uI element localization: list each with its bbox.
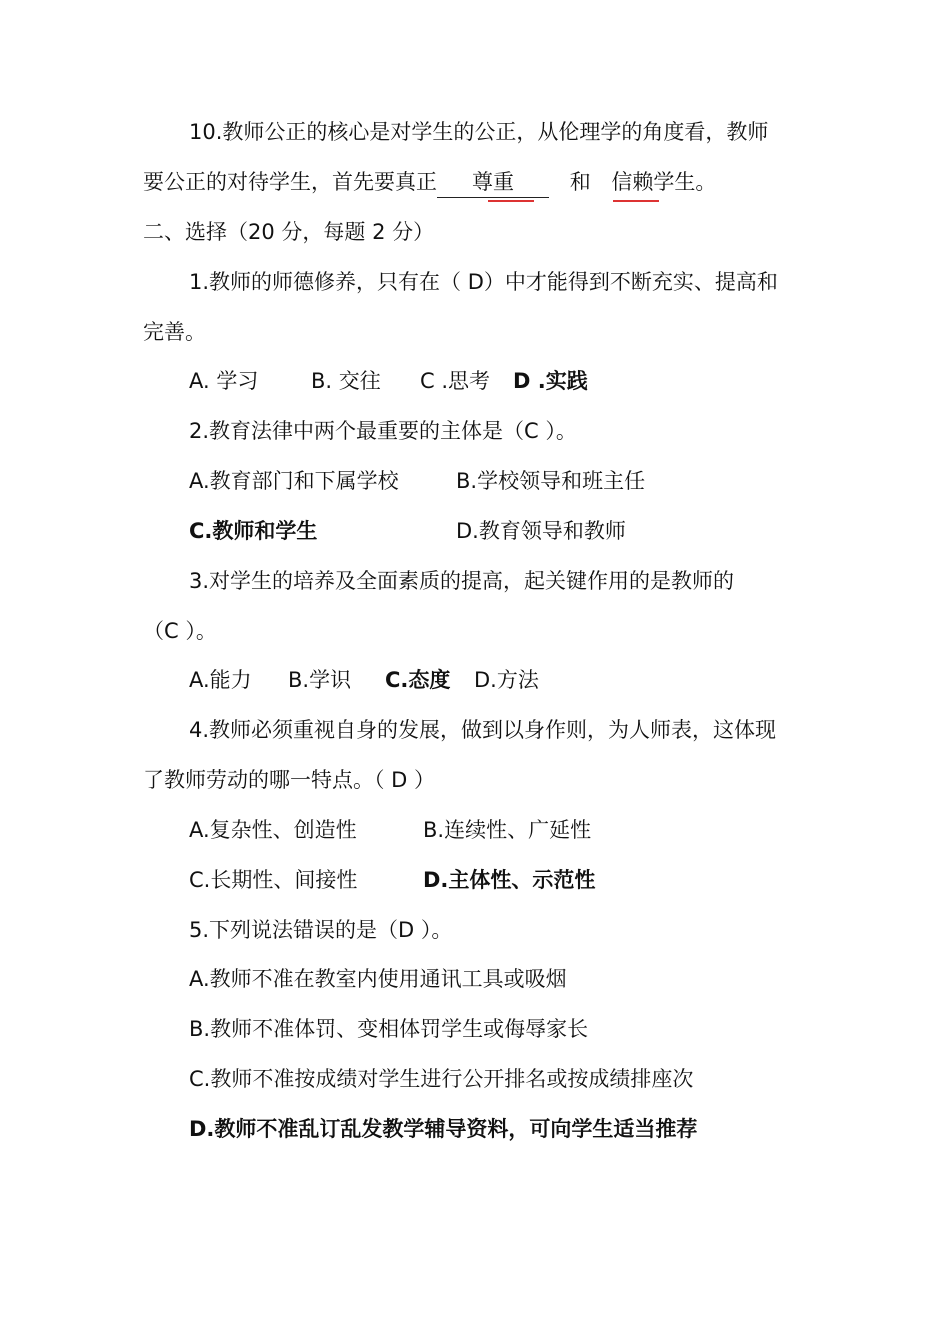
question-1-option-c: C .思考: [420, 369, 491, 393]
q10-line-1: 10.教师公正的核心是对学生的公正，从伦理学的角度看，教师: [189, 120, 769, 144]
question-4-stem-cont: 了教师劳动的哪一特点。（ D ）: [143, 768, 436, 792]
question-1-option-b: B. 交往: [311, 369, 381, 393]
q10-line-2-text: 要公正的对待学生，首先要真正: [143, 170, 437, 194]
q10-blank-1: [437, 167, 549, 198]
q10-answer-1: 尊重: [472, 170, 514, 194]
question-3-stem-cont: （C ）。: [143, 619, 217, 643]
question-5-stem: 5.下列说法错误的是（D ）。: [189, 918, 453, 942]
question-2-option-b: B.学校领导和班主任: [456, 469, 646, 493]
spellcheck-underline: [613, 200, 659, 202]
question-2-option-d: D.教育领导和教师: [456, 519, 626, 543]
question-1-option-a: A. 学习: [189, 369, 259, 393]
question-4-option-c: C.长期性、间接性: [189, 868, 358, 892]
question-4-option-d-answer: D.主体性、示范性: [423, 868, 596, 892]
question-3-option-d: D.方法: [474, 668, 539, 692]
question-4-option-a: A.复杂性、创造性: [189, 818, 357, 842]
q10-answer-2: 信赖: [611, 170, 654, 194]
question-1-stem: 1.教师的师德修养，只有在（ D）中才能得到不断充实、提高和: [189, 270, 778, 294]
question-1-option-d-answer: D .实践: [513, 369, 588, 393]
question-1-stem-cont: 完善。: [143, 320, 206, 344]
question-3-option-a: A.能力: [189, 668, 252, 692]
question-5-option-a: A.教师不准在教室内使用通讯工具或吸烟: [189, 967, 567, 991]
question-2-option-c-answer: C.教师和学生: [189, 519, 318, 543]
question-5-option-c: C.教师不准按成绩对学生进行公开排名或按成绩排座次: [189, 1067, 694, 1091]
question-5-option-d-answer: D.教师不准乱订乱发教学辅导资料，可向学生适当推荐: [189, 1117, 698, 1141]
q10-conjunction: 和: [569, 170, 591, 194]
question-3-stem: 3.对学生的培养及全面素质的提高，起关键作用的是教师的: [189, 569, 735, 593]
q10-tail: 学生。: [653, 170, 717, 194]
question-5-option-b: B.教师不准体罚、变相体罚学生或侮辱家长: [189, 1017, 589, 1041]
question-3-option-c-answer: C.态度: [385, 668, 451, 692]
question-2-option-a: A.教育部门和下属学校: [189, 469, 399, 493]
question-4-option-b: B.连续性、广延性: [423, 818, 592, 842]
section-heading: 二、选择（20 分，每题 2 分）: [143, 220, 435, 244]
spellcheck-underline: [488, 200, 534, 202]
question-4-stem: 4.教师必须重视自身的发展，做到以身作则，为人师表，这体现: [189, 718, 777, 742]
question-3-option-b: B.学识: [288, 668, 352, 692]
question-2-stem: 2.教育法律中两个最重要的主体是（C ）。: [189, 419, 577, 443]
q10-line-2: [143, 167, 716, 198]
